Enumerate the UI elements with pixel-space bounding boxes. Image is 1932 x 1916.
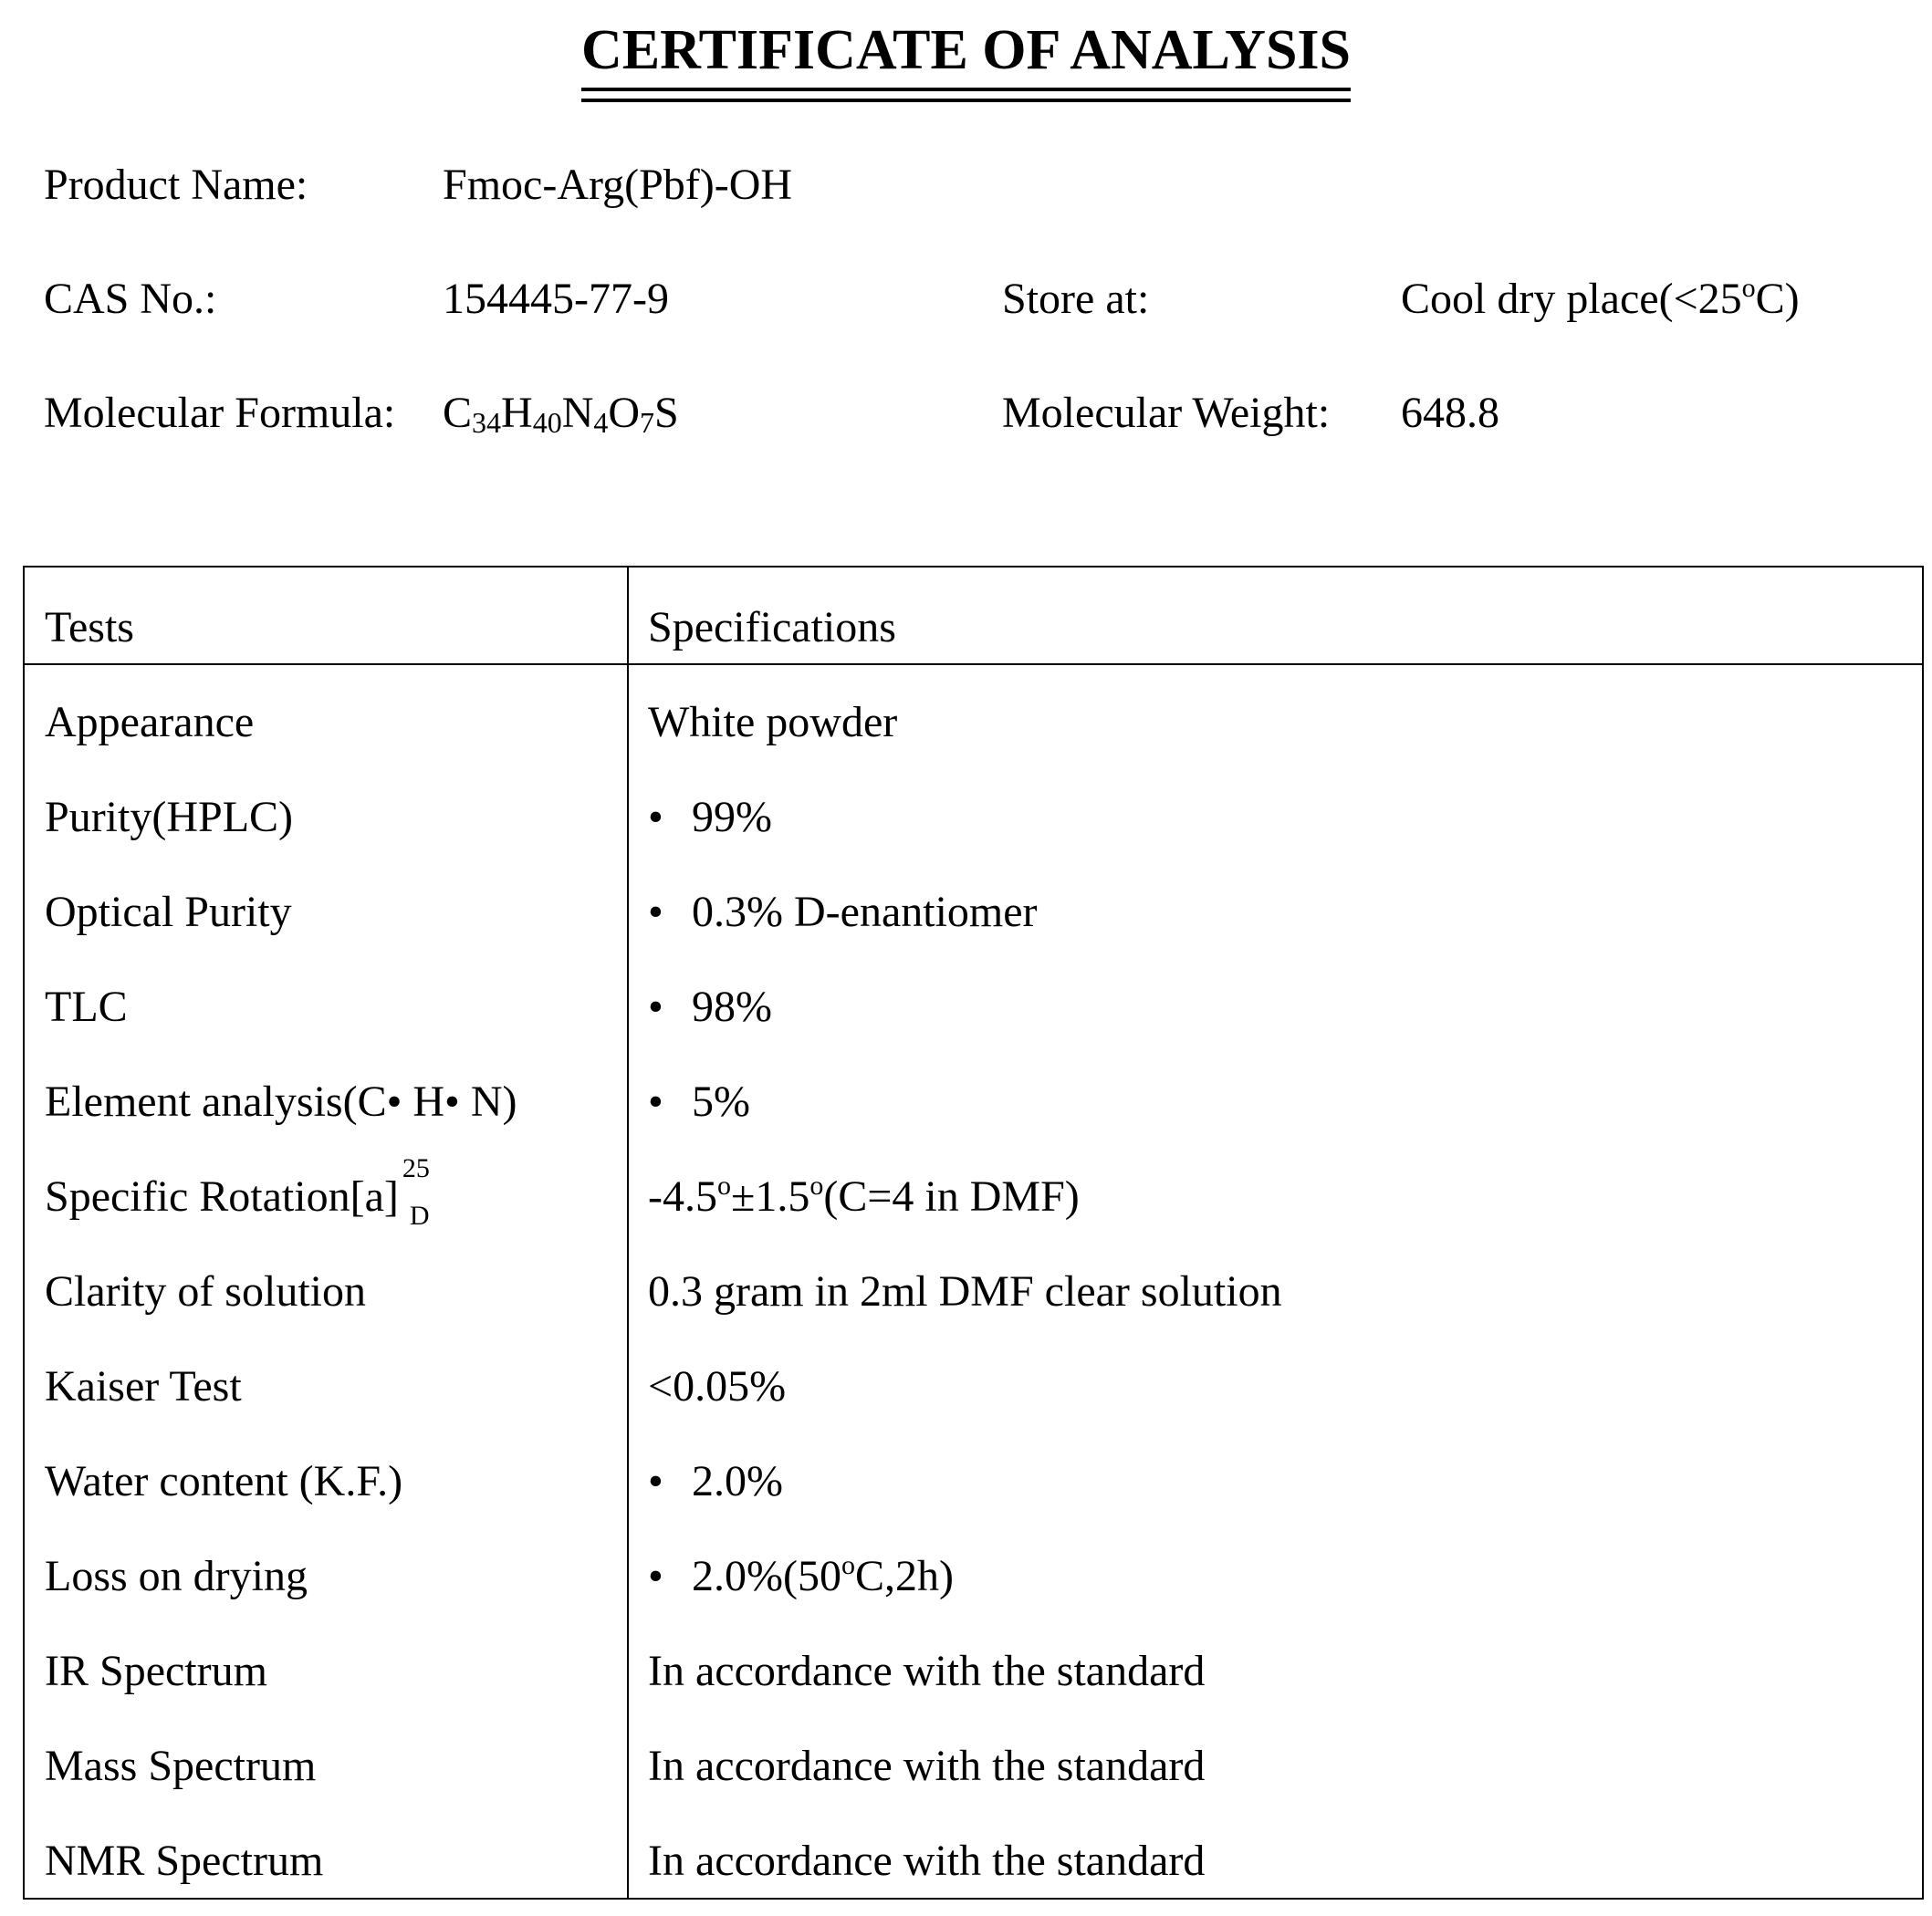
- weight-label: Molecular Weight:: [1002, 389, 1331, 437]
- row-test: Optical Purity: [45, 888, 292, 936]
- row-test: Purity(HPLC): [45, 793, 294, 841]
- store-label: Store at:: [1002, 275, 1150, 323]
- row-test: Appearance: [45, 698, 255, 746]
- row-test: Element analysis(C• H• N): [45, 1078, 517, 1126]
- header-divider: [25, 663, 1922, 665]
- store-value: Cool dry $place(<25^oC)$: [1401, 273, 1800, 323]
- product-name-value: Fmoc-Arg(Pbf)-OH: [443, 161, 793, 209]
- row-spec: $-4.5^o\pm 1.5^o(C=4$ in DMF): [648, 1171, 1080, 1221]
- row-spec: • 2.0%: [648, 1457, 783, 1505]
- column-divider: [627, 568, 629, 1898]
- row-test: IR Spectrum: [45, 1647, 267, 1695]
- cas-label: CAS No.:: [44, 275, 217, 323]
- row-test: Mass Spectrum: [45, 1742, 317, 1790]
- formula-label: Molecular Formula:: [44, 389, 396, 437]
- row-spec: • 0.3% D-enantiomer: [648, 888, 1038, 936]
- row-test: NMR Spectrum: [45, 1837, 324, 1885]
- row-spec: 0.3 gram in 2ml DMF clear solution: [648, 1267, 1282, 1316]
- row-spec: • 99%: [648, 793, 772, 841]
- row-test: TLC: [45, 983, 128, 1031]
- row-spec: • 98%: [648, 983, 772, 1031]
- row-test: Clarity of solution: [45, 1267, 366, 1316]
- product-name-label: Product Name:: [44, 161, 308, 209]
- row-spec: In accordance with the standard: [648, 1837, 1206, 1885]
- row-spec: In accordance with the standard: [648, 1647, 1206, 1695]
- row-spec: • 5%: [648, 1078, 750, 1126]
- row-spec: In accordance with the standard: [648, 1742, 1206, 1790]
- header-tests: Tests: [45, 603, 134, 651]
- specifications-table: [23, 566, 1924, 1900]
- header-specifications: Specifications: [648, 603, 896, 651]
- row-test: Kaiser Test: [45, 1362, 242, 1411]
- cas-value: 154445-77-9: [443, 275, 669, 323]
- row-spec: White powder: [648, 698, 898, 746]
- row-test: Specific Rotation[a] 25 D: [45, 1153, 430, 1231]
- weight-value: 648.8: [1401, 389, 1499, 437]
- row-spec: • 2.0%(50$^o$C,2h): [648, 1550, 954, 1600]
- title-text: CERTIFICATE OF ANALYSIS: [581, 16, 1351, 91]
- row-spec: <0.05%: [648, 1362, 787, 1411]
- row-test: Water content (K.F.): [45, 1457, 403, 1505]
- row-test: Loss on drying: [45, 1552, 308, 1600]
- formula-value: $C_{34}H_{40}N_4O_7S$: [443, 389, 679, 439]
- document-title: [0, 16, 1932, 91]
